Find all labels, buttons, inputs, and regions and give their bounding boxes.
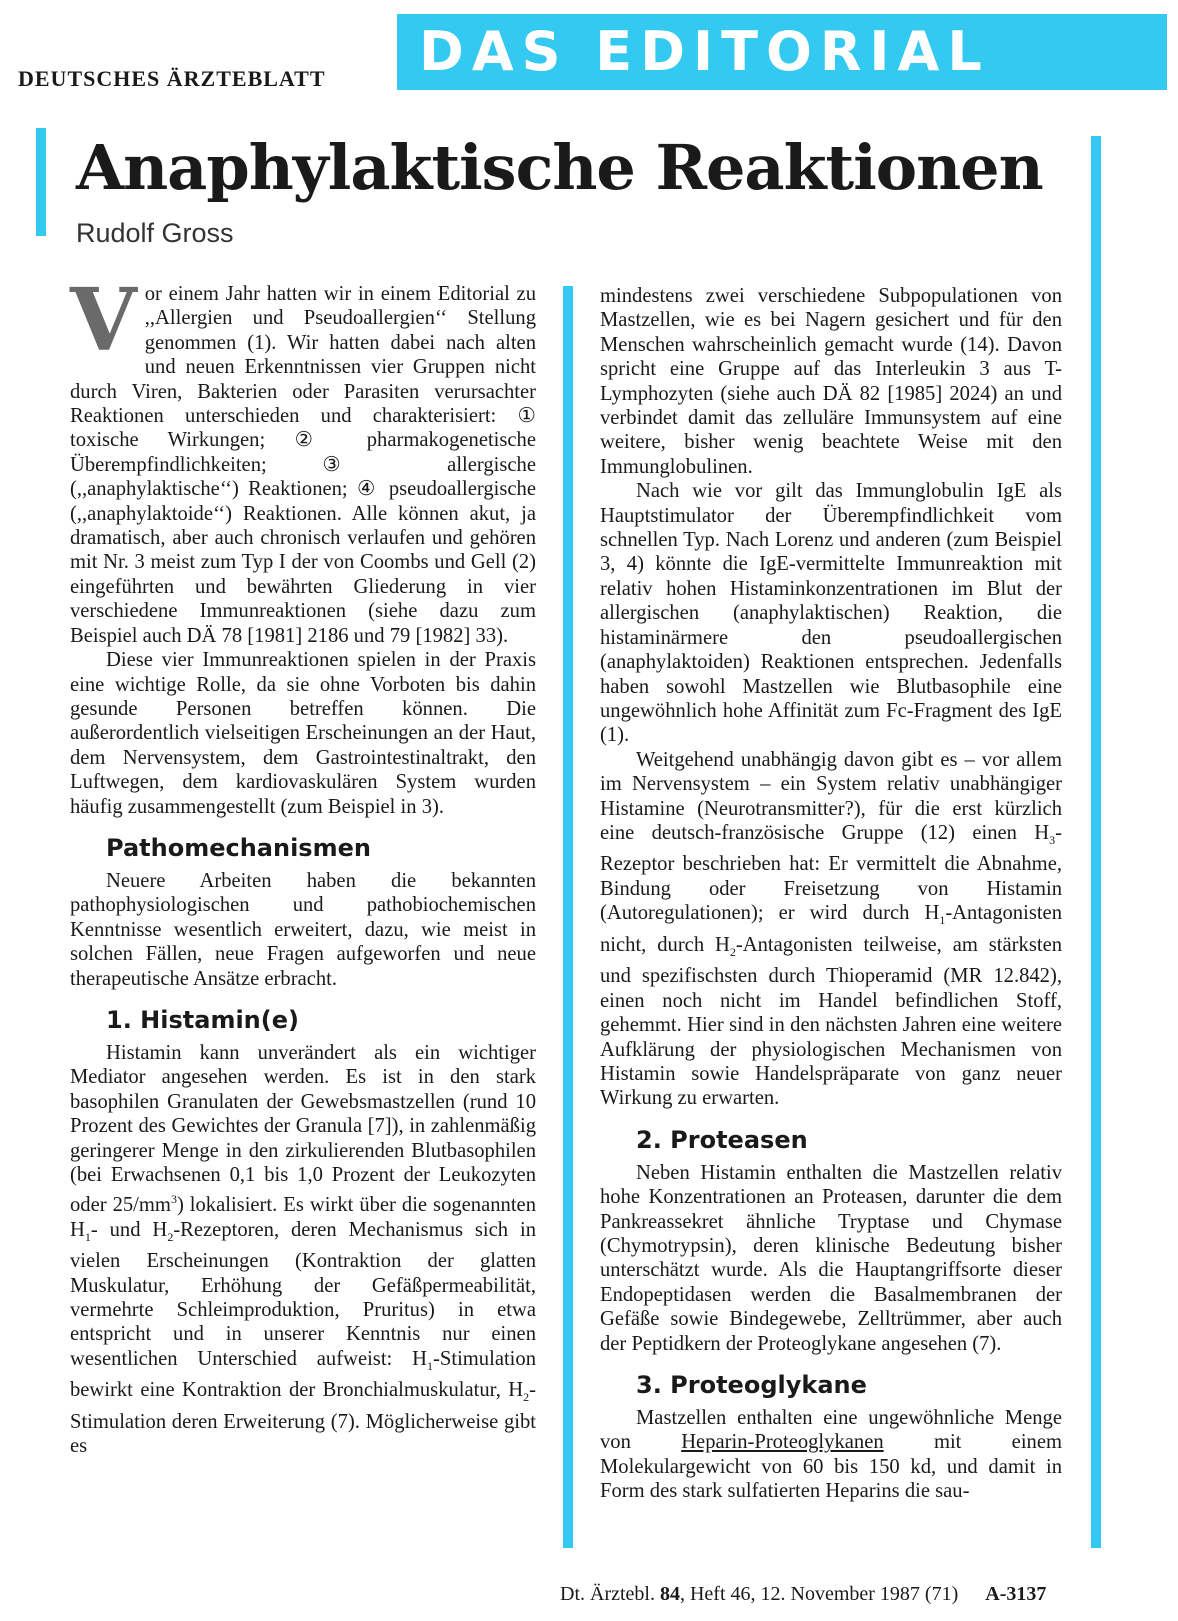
section-title: DAS EDITORIAL bbox=[419, 20, 990, 83]
paragraph: Neuere Arbeiten haben die bekannten pathophysiologischen und pathobiochemischen Kenntnisse wesentlich erweitert, dazu, wie meist in solchen Fällen, neue Fragen aufgeworfen und neue therapeutische Ansätze erbracht. bbox=[70, 869, 536, 990]
paragraph: Nach wie vor gilt das Immunglobulin IgE als Hauptstimulator der Überempfindlichkeit vom schnellen Typ. Nach Lorenz und anderen (zum Beispiel 3, 4) könnte die IgE-vermittelte Immunreaktion mit relativ hohen Histaminkonzentrationen im Blut der allergischen (anaphylaktischen) Reaktion, die histaminärmere den pseudoallergischen (anaphylaktoiden) Reaktionen entsprechen. Jedenfalls haben sowohl Mastzellen wie Blutbasophile eine ungewöhnlich hohe Affinität zum Fc-Fragment des IgE (1). bbox=[600, 480, 1062, 747]
drop-cap: V bbox=[70, 270, 137, 371]
journal-name: DEUTSCHES ÄRZTEBLATT bbox=[18, 66, 326, 91]
page-footer bbox=[560, 1583, 1046, 1606]
page-number: A-3137 bbox=[985, 1583, 1047, 1605]
section-heading-proteasen: 2. Proteasen bbox=[636, 1125, 808, 1154]
left-column bbox=[70, 270, 537, 1459]
paragraph: Diese vier Immunreaktionen spielen in der Praxis eine wichtige Rolle, da sie ohne Vorboten bis dahin gesunde Personen betreffen können. Die außerordentlich vielseitigen Erscheinungen an der Haut, dem Nervensystem, dem Gastrointestinaltrakt, den Luftwegen, dem kardiovaskulären System wurden häufig zusammengestellt (zum Beispiel in 3). bbox=[70, 649, 536, 818]
heparin-link[interactable]: Heparin-Proteoglykanen bbox=[681, 1431, 884, 1454]
section-heading-proteoglykane: 3. Proteoglykane bbox=[636, 1370, 867, 1399]
column-divider-bar bbox=[563, 286, 573, 1548]
article-title: Anaphylaktische Reaktionen bbox=[76, 131, 1043, 204]
right-column bbox=[600, 284, 1062, 1504]
section-heading-histamin: 1. Histamin(e) bbox=[106, 1005, 299, 1034]
accent-bar-right bbox=[1091, 136, 1101, 1548]
intro-paragraph bbox=[70, 270, 536, 648]
paragraph-histamine-system: Weitgehend unabhängig davon gibt es – vor allem im Nervensystem – ein System relativ unabhängiger Histamine (Neurotransmitter?), für die erst kürzlich eine deutsch-französische Gruppe (12) einen $H_3$-Rezeptor beschrieben hat: Er vermittelt die Abnahme, Bindung oder Freisetzung von Histamin (Autoregulationen); er wird durch $H_1$-Antagonisten nicht, durch $H_2$-Antagonisten teilweise, am stärksten und spezifischsten durch Thioperamid (MR 12.842), einen noch nicht im Handel befindlichen Stoff, gehemmt. Hier sind in den nächsten Jahren eine weitere Aufklärung der physiologischen Mechanismen von Histamin sowie Handelspräparate von ganz neuer Wirkung zu erwarten. bbox=[600, 748, 1063, 1110]
paragraph-histamin: Histamin kann unverändert als ein wichtiger Mediator angesehen werden. Es ist in den stark basophilen Granulaten der Gewebsmastzellen (rund 10 Prozent des Gewichtes der Granula [7]), in zahlenmäßig geringerer Menge in den zirkulierenden Blutbasophilen (bei Erwachsenen 0,1 bis 1,0 Prozent der Leukozyten oder $25/mm^3$) lokalisiert. Es wirkt über die sogenannten $H_1-$ und $H_2$-Rezeptoren, deren Mechanismus sich in vielen Erscheinungen (Kontraktion der glatten Muskulatur, Erhöhung der Gefäßpermeabilität, vermehrte Schleimproduktion, Pruritus) in etwa entspricht und in unserer Kenntnis nur einen wesentlichen Unterschied aufweist: $H_1$-Stimulation bewirkt eine Kontraktion der Bronchialmuskulatur, $H_2$-Stimulation deren Erweiterung (7). Möglicherweise gibt es bbox=[70, 1041, 537, 1458]
accent-bar-left bbox=[36, 128, 46, 236]
paragraph: mindestens zwei verschiedene Subpopulationen von Mastzellen, wie es bei Nagern gesichert und für den Menschen wahrscheinlich gemacht wurde (14). Davon spricht eine Gruppe auf das Interleukin 3 aus T-Lymphozyten (siehe auch DÄ 82 [1985] 2024) an und verbindet damit das zelluläre Immunsystem auf eine weitere, bisher wenig beachtete Weise mit den Immunglobulinen. bbox=[600, 285, 1062, 478]
section-banner bbox=[397, 14, 1167, 90]
paragraph: Mastzellen enthalten eine ungewöhnliche Menge von Heparin-Proteoglykanen mit einem Molekulargewicht von 60 bis 150 kd, und damit in Form des stark sulfatierten Heparins die sau- bbox=[600, 1406, 1063, 1503]
paragraph: Neben Histamin enthalten die Mastzellen relativ hohe Konzentrationen an Proteasen, darunter die dem Pankreassekret ähnliche Tryptase und Chymase (Chymotrypsin), deren klinische Bedeutung bisher unterschätzt wurde. Als die Hauptangriffsorte dieser Endopeptidasen werden die Basalmembranen der Gefäße sowie Bindegewebe, Zelltrümmer, aber auch der Peptidkern der Proteoglykane angesehen (7). bbox=[600, 1161, 1062, 1355]
citation-issue: , Heft 46, 12. November 1987 (71) bbox=[679, 1583, 959, 1605]
citation-journal: Dt. Ärztebl. bbox=[560, 1583, 655, 1605]
intro-text: or einem Jahr hatten wir in einem Editorial zu ,,Allergien und Pseudoallergien‘‘ Stellung genommen (1). Wir hatten dabei nach alten und neuen Erkenntnissen vier Gruppen nicht durch Viren, Bakterien oder Parasiten verursachter Reaktionen unterschieden und charakterisiert: ① toxische Wirkungen; ② pharmakogenetische Überempfindlichkeiten; ③ allergische (,,anaphylaktische‘‘) Reaktionen; ④ pseudoallergische (,,anaphylaktoide‘‘) Reaktionen. Alle können akut, ja dramatisch, aber auch chronisch verlaufen und gehören mit Nr. 3 meist zum Typ I der von Coombs und Gell (2) eingeführten und bewährten Gliederung in vier verschiedene Immunreaktionen (siehe dazu zum Beispiel auch DÄ 78 [1981] 2186 und 79 [1982] 33). bbox=[70, 283, 536, 647]
section-heading-pathomechanismen: Pathomechanismen bbox=[106, 833, 371, 862]
article-author: Rudolf Gross bbox=[76, 218, 234, 248]
citation-volume: 84 bbox=[659, 1583, 680, 1605]
